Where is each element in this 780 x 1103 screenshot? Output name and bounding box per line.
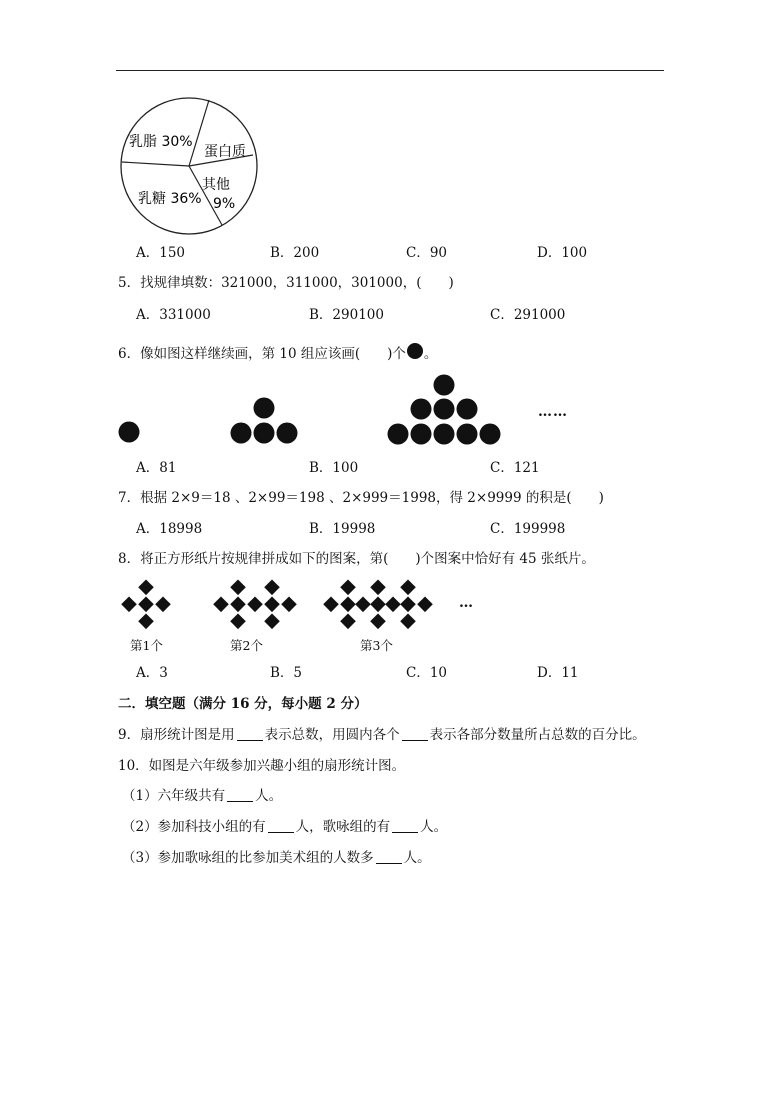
q8-option-c[interactable]: C．10 <box>406 665 448 681</box>
square <box>138 597 154 613</box>
q10-sub3-a: （3）参加歌咏组的比参加美术组的人数多 <box>122 850 374 866</box>
square <box>355 597 371 613</box>
pie-divider-2 <box>122 162 189 166</box>
square <box>340 597 356 613</box>
dot <box>388 424 409 445</box>
pie-label-lactose: 乳糖 36% <box>138 191 202 207</box>
q7-option-b[interactable]: B．19998 <box>309 521 376 537</box>
square <box>138 614 154 630</box>
square <box>230 580 246 596</box>
square <box>213 597 229 613</box>
q6-option-a[interactable]: A．81 <box>136 460 177 476</box>
dot <box>119 422 140 443</box>
dot <box>411 424 432 445</box>
pie-label-other-percent: 9% <box>213 196 236 212</box>
q8-caption-3: 第3个 <box>360 638 393 653</box>
q10-sub2-a: （2）参加科技小组的有 <box>122 819 266 835</box>
square <box>323 597 339 613</box>
q8-caption-1: 第1个 <box>130 638 163 653</box>
square <box>400 614 416 630</box>
q10-sub1 <box>122 787 282 805</box>
q6-question <box>118 343 437 363</box>
square <box>340 614 356 630</box>
q10-sub3-b: 人。 <box>403 850 431 866</box>
square <box>370 614 386 630</box>
section-title: 二．填空题（满分 16 分，每小题 2 分） <box>118 696 368 712</box>
q6-text-after: 。 <box>423 346 438 362</box>
square <box>138 580 154 596</box>
q6-option-b[interactable]: B．100 <box>309 460 359 476</box>
q4-option-b[interactable]: B．200 <box>270 245 320 261</box>
square <box>417 597 433 613</box>
q8-square-pattern <box>116 578 456 636</box>
q10-sub2-blank-1[interactable] <box>268 818 294 833</box>
dot <box>434 399 455 420</box>
q8-caption-2: 第2个 <box>230 638 263 653</box>
q8-option-d[interactable]: D．11 <box>537 665 579 681</box>
header-rule <box>116 70 664 71</box>
dot <box>434 424 455 445</box>
square <box>385 597 401 613</box>
square <box>121 597 137 613</box>
square <box>230 614 246 630</box>
pie-chart <box>118 96 262 236</box>
q9-part2: 表示总数，用圆内各个 <box>264 727 400 743</box>
q10-sub2 <box>122 818 447 836</box>
square <box>370 580 386 596</box>
dot <box>457 399 478 420</box>
q9-blank-1[interactable] <box>237 726 263 741</box>
dot <box>457 424 478 445</box>
q10-sub3-blank[interactable] <box>376 849 402 864</box>
q6-text-before: 6．像如图这样继续画，第 10 组应该画( )个 <box>118 346 406 362</box>
dot <box>254 423 275 444</box>
q6-option-c[interactable]: C．121 <box>490 460 540 476</box>
q9-blank-2[interactable] <box>402 726 428 741</box>
dot <box>277 423 298 444</box>
q8-option-a[interactable]: A．3 <box>136 665 168 681</box>
pie-label-fat: 乳脂 30% <box>129 134 193 150</box>
square <box>400 597 416 613</box>
dot <box>480 424 501 445</box>
q7-option-a[interactable]: A．18998 <box>136 521 203 537</box>
q4-option-c[interactable]: C．90 <box>406 245 448 261</box>
square <box>247 597 263 613</box>
q8-option-b[interactable]: B．5 <box>270 665 303 681</box>
pie-label-other: 其他 <box>202 177 230 193</box>
q6-ellipsis: …… <box>538 404 568 420</box>
q8-question: 8．将正方形纸片按规律拼成如下的图案，第( )个图案中恰好有 45 张纸片。 <box>118 551 595 567</box>
q9-part1: 9．扇形统计图是用 <box>118 727 235 743</box>
q4-option-d[interactable]: D．100 <box>537 245 588 261</box>
square <box>281 597 297 613</box>
q4-option-a[interactable]: A．150 <box>136 245 186 261</box>
q7-option-c[interactable]: C．199998 <box>490 521 566 537</box>
dot <box>411 399 432 420</box>
q9-part3: 表示各部分数量所占总数的百分比。 <box>429 727 646 743</box>
q10-sub3 <box>122 849 431 867</box>
square <box>264 614 280 630</box>
q10-question: 10．如图是六年级参加兴趣小组的扇形统计图。 <box>118 758 406 774</box>
square <box>264 580 280 596</box>
square <box>400 580 416 596</box>
square <box>340 580 356 596</box>
square <box>264 597 280 613</box>
q7-question: 7．根据 2×9＝18 、2×99＝198 、2×999＝1998，得 2×9999 的积是( ) <box>118 490 604 506</box>
q10-sub2-b: 人，歌咏组的有 <box>295 819 391 835</box>
q10-sub1-a: （1）六年级共有 <box>122 788 226 804</box>
square <box>230 597 246 613</box>
pie-label-protein: 蛋白质 <box>204 144 246 160</box>
dot <box>434 375 455 396</box>
q10-sub2-blank-2[interactable] <box>392 818 418 833</box>
square <box>155 597 171 613</box>
q5-option-a[interactable]: A．331000 <box>136 307 211 323</box>
q10-sub1-blank[interactable] <box>227 787 253 802</box>
q8-ellipsis: … <box>459 595 474 611</box>
square <box>370 597 386 613</box>
dot <box>254 398 275 419</box>
q5-option-c[interactable]: C．291000 <box>490 307 566 323</box>
q6-dot-icon <box>407 343 423 359</box>
q6-dot-figure <box>116 372 576 448</box>
q9-question <box>118 726 646 744</box>
q5-option-b[interactable]: B．290100 <box>309 307 384 323</box>
dot <box>231 423 252 444</box>
q5-question: 5．找规律填数：321000，311000，301000，( ) <box>118 275 454 291</box>
q10-sub2-c: 人。 <box>420 819 448 835</box>
q10-sub1-b: 人。 <box>255 788 283 804</box>
